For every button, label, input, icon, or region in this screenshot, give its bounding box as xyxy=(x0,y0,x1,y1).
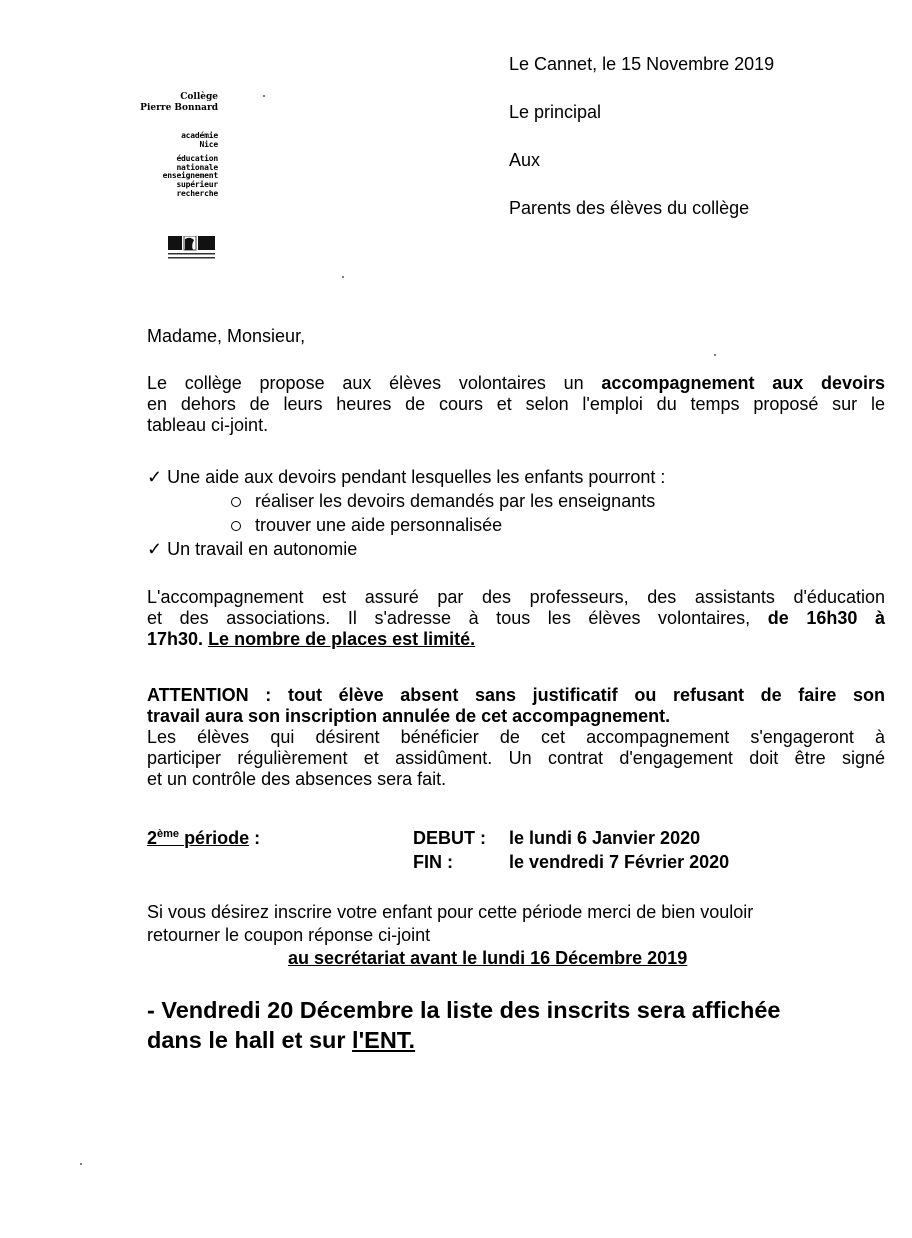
ent-link: l'ENT. xyxy=(352,1027,416,1053)
circle-bullet-icon xyxy=(231,497,241,507)
paragraph-intro xyxy=(147,373,885,436)
logo-school-line2: Pierre Bonnard xyxy=(140,103,218,113)
bullet-autonomy xyxy=(147,539,357,560)
logo-academie-1: académie xyxy=(181,131,218,140)
scan-speck xyxy=(263,95,265,97)
commitment-line3: et un contrôle des absences sera fait. xyxy=(147,769,447,789)
period-number: 2 xyxy=(147,828,158,848)
circle-bullet-icon xyxy=(231,521,241,531)
sub-bullet-2 xyxy=(231,515,502,536)
paragraph-staff xyxy=(147,587,885,650)
intro-bold: accompagnement aux devoirs xyxy=(601,373,885,393)
staff-time-bold: de 16h30 à xyxy=(767,608,885,628)
places-limited: Le nombre de places est limité. xyxy=(208,629,476,649)
recipient: Parents des élèves du collège xyxy=(509,198,750,218)
intro-line3: tableau ci-joint. xyxy=(147,415,269,435)
to-label: Aux xyxy=(509,150,541,170)
staff-line1: L'accompagnement est assuré par des professeurs, des assistants d'éducation xyxy=(147,587,885,607)
paragraph-attention xyxy=(147,685,885,790)
intro-line2: en dehors de leurs heures de cours et selon l'emploi du temps proposé sur le xyxy=(147,394,885,414)
marianne-logo-icon xyxy=(166,236,218,264)
sender: Le principal xyxy=(509,102,602,122)
period-word: période xyxy=(184,828,250,848)
salutation: Madame, Monsieur, xyxy=(147,326,306,346)
logo-ministry-2: nationale xyxy=(176,162,218,172)
logo-ministry-3: enseignement xyxy=(162,171,218,181)
scan-speck xyxy=(342,276,344,278)
bullet-homework-help-text: Une aide aux devoirs pendant lesquelles les enfants pourront : xyxy=(167,467,666,487)
commitment-line2: participer régulièrement et assidûment. Un contrat d'engagement doit être signé xyxy=(147,748,885,768)
logo-ministry-1: éducation xyxy=(176,154,218,164)
registration-deadline: au secrétariat avant le lundi 16 Décembre 2019 xyxy=(288,948,688,968)
attention-line2: travail aura son inscription annulée de cet accompagnement. xyxy=(147,706,671,726)
registration-line1: Si vous désirez inscrire votre enfant pour cette période merci de bien vouloir xyxy=(147,902,754,922)
logo-academie-2: Nice xyxy=(199,139,218,149)
logo-ministry-4: supérieur xyxy=(176,179,218,189)
place-date: Le Cannet, le 15 Novembre 2019 xyxy=(509,54,775,74)
announcement-text: dans le hall et sur xyxy=(147,1027,346,1053)
registration-line2: retourner le coupon réponse ci-joint xyxy=(147,925,431,945)
sub-bullet-2-text: trouver une aide personnalisée xyxy=(255,515,503,535)
staff-line2: et des associations. Il s'adresse à tous les élèves volontaires, xyxy=(147,608,751,628)
bullet-autonomy-text: Un travail en autonomie xyxy=(167,539,358,559)
period-superscript: ème xyxy=(157,828,180,840)
bullet-homework-help xyxy=(147,467,665,488)
logo-ministry-5: recherche xyxy=(176,188,218,198)
announcement-line1: - Vendredi 20 Décembre la liste des inscrits sera affichée xyxy=(147,997,781,1023)
fin-label: FIN : xyxy=(413,852,453,872)
debut-label: DEBUT : xyxy=(413,828,486,848)
period-heading xyxy=(147,828,260,849)
logo-school-line1: Collège xyxy=(180,92,218,102)
sub-bullet-1 xyxy=(231,491,655,512)
scan-speck xyxy=(714,354,716,356)
period-colon: : xyxy=(249,828,261,848)
scan-speck xyxy=(80,1163,82,1165)
commitment-line1: Les élèves qui désirent bénéficier de cet accompagnement s'engageront à xyxy=(147,727,885,747)
fin-value: le vendredi 7 Février 2020 xyxy=(509,852,730,872)
attention-line1: ATTENTION : tout élève absent sans justificatif ou refusant de faire son xyxy=(147,685,885,705)
intro-text: Le collège propose aux élèves volontaires un xyxy=(147,373,584,393)
announcement-line2 xyxy=(147,1026,415,1055)
school-logo xyxy=(110,92,218,198)
debut-value: le lundi 6 Janvier 2020 xyxy=(509,828,701,848)
sub-bullet-1-text: réaliser les devoirs demandés par les enseignants xyxy=(255,491,656,511)
staff-time-end: 17h30. xyxy=(147,629,204,649)
